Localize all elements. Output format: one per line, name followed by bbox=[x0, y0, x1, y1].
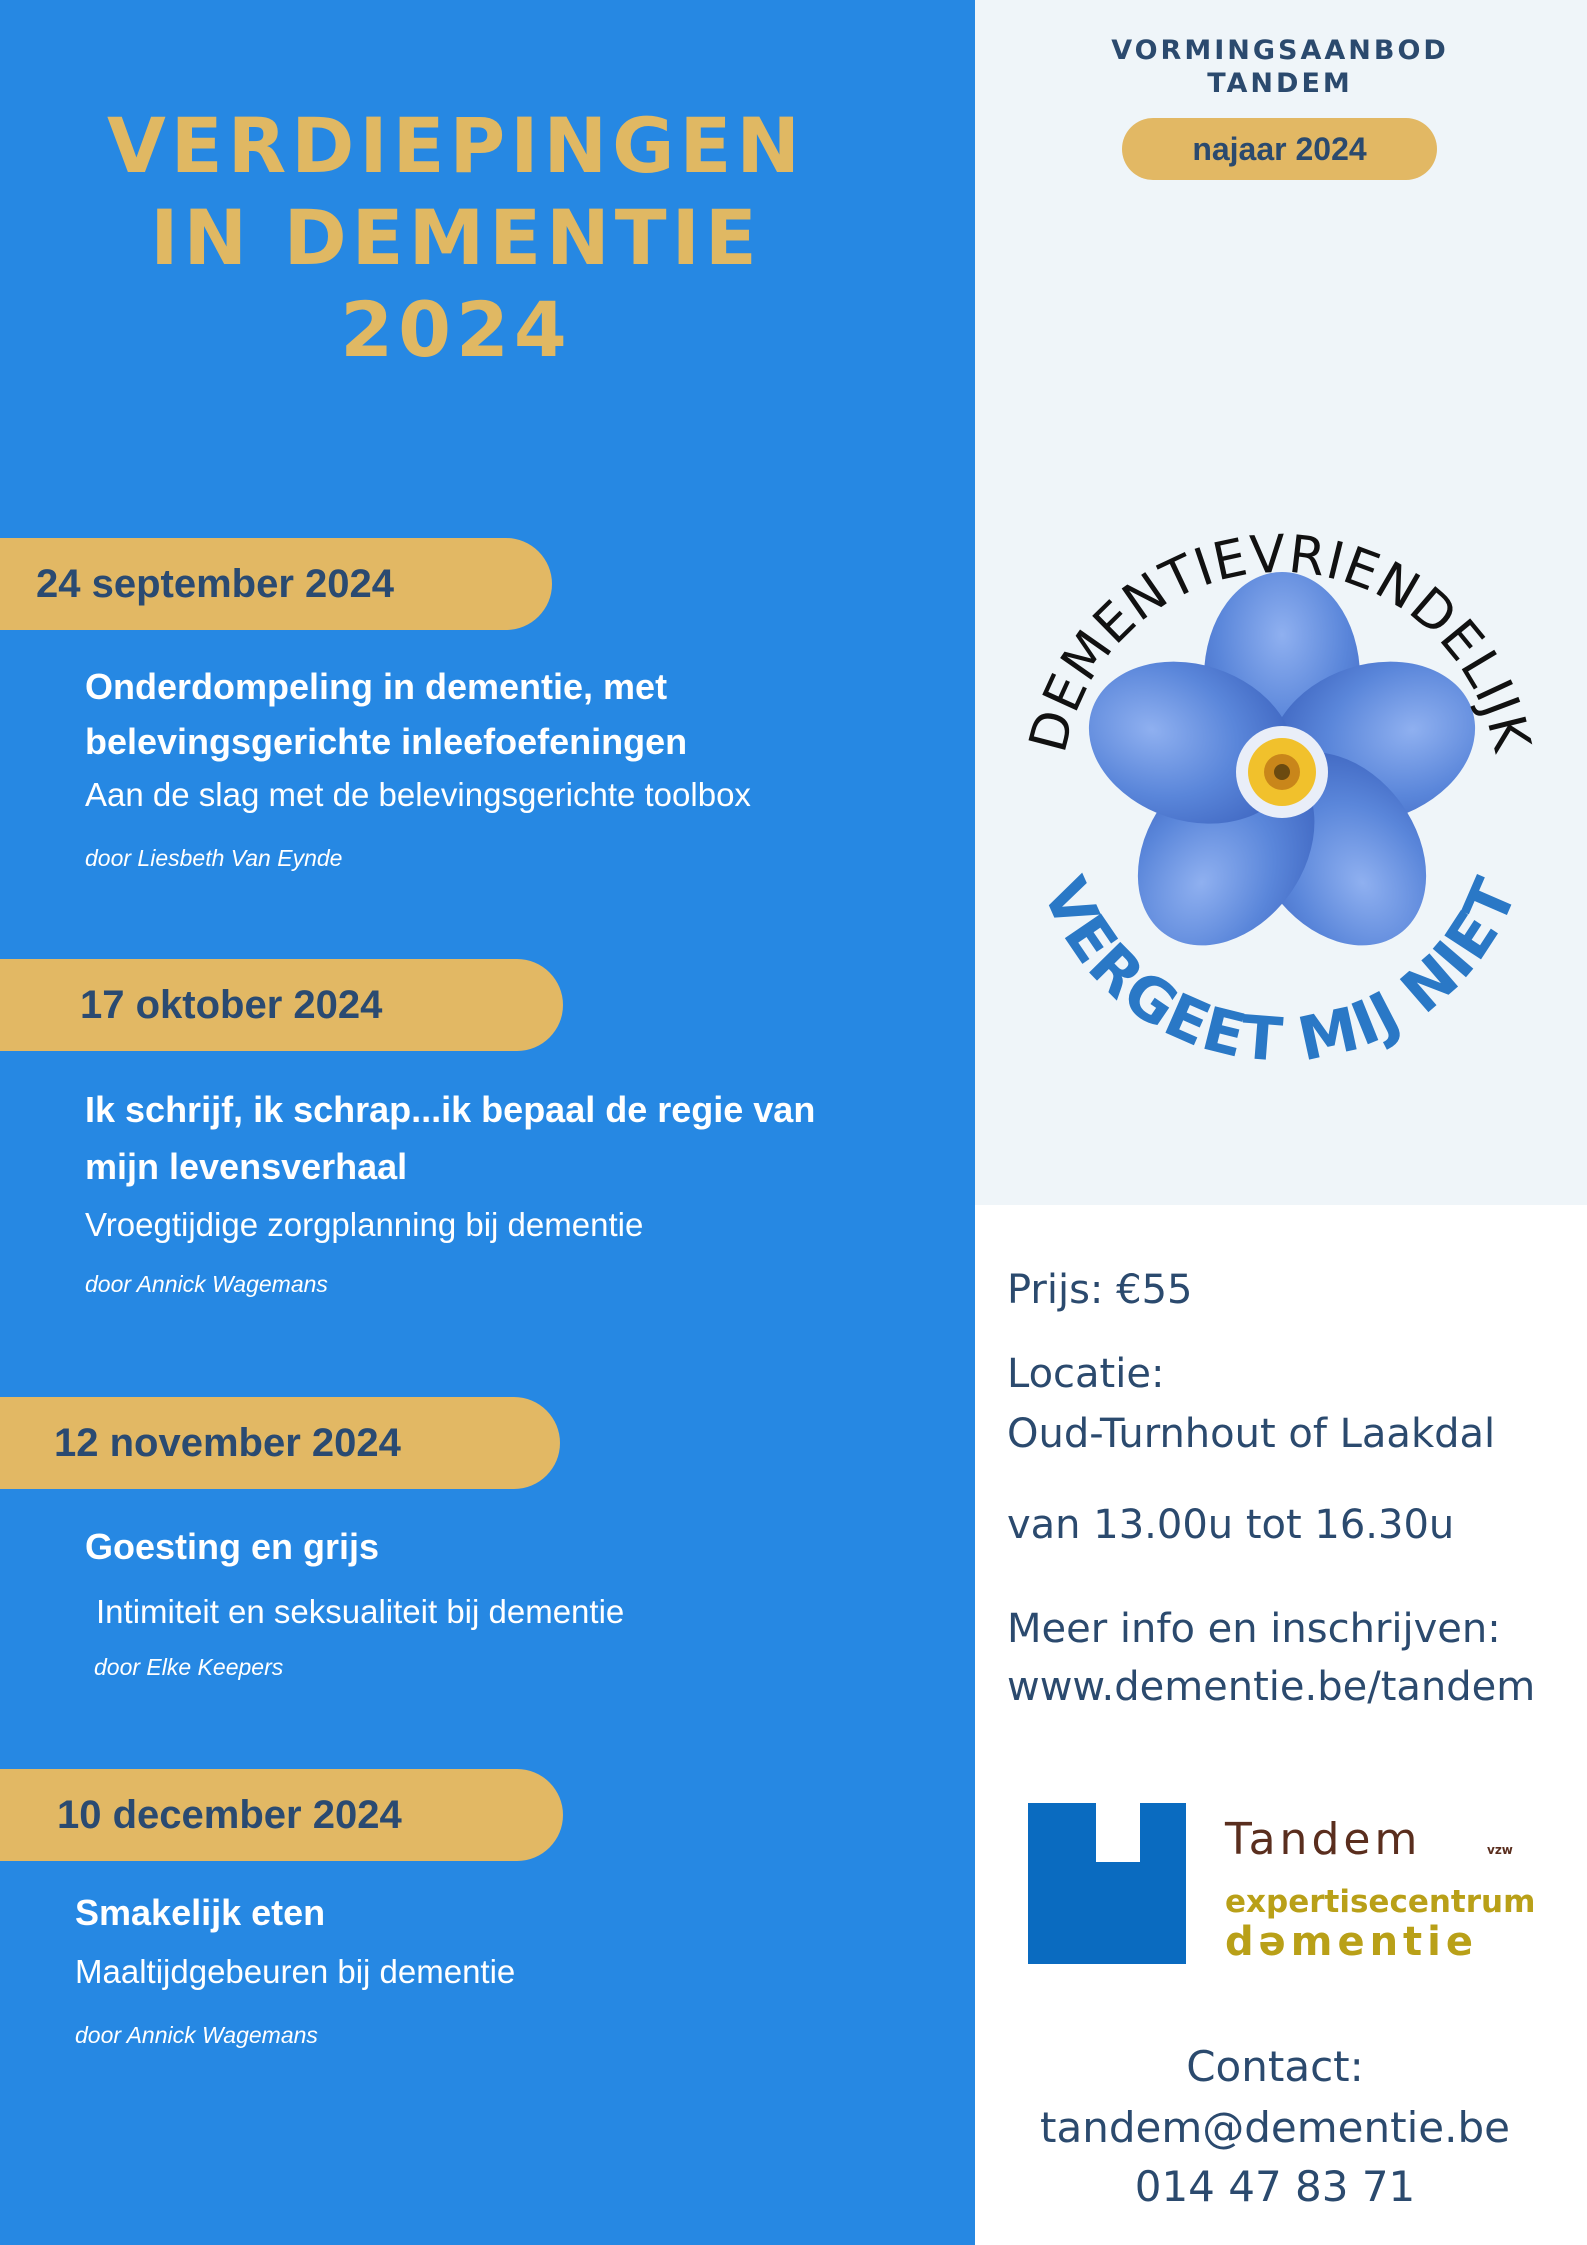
event-speaker-4: door Annick Wagemans bbox=[75, 2022, 318, 2048]
event-subtitle-4: Maaltijdgebeuren bij dementie bbox=[75, 1953, 516, 1990]
title-line-2: IN DEMENTIE bbox=[150, 193, 762, 282]
event-date-1: 24 september 2024 bbox=[0, 538, 552, 630]
event-title-1-line-1: Onderdompeling in dementie, met bbox=[85, 666, 668, 707]
tandem-logo-line-2: dəmentie bbox=[1225, 1919, 1479, 1965]
tandem-logo-mark bbox=[1028, 1803, 1186, 1964]
contact-phone[interactable]: 014 47 83 71 bbox=[1134, 2162, 1416, 2211]
event-speaker-3: door Elke Keepers bbox=[94, 1654, 284, 1680]
event-date-2: 17 oktober 2024 bbox=[0, 959, 563, 1051]
time-text: van 13.00u tot 16.30u bbox=[1007, 1502, 1455, 1548]
training-offer-line-2: TANDEM bbox=[1207, 68, 1353, 99]
title-line-3: 2024 bbox=[340, 285, 572, 374]
forget-me-not-emblem bbox=[990, 500, 1570, 1080]
page-title bbox=[0, 100, 912, 376]
event-title-2-line-2: mijn levensverhaal bbox=[85, 1146, 408, 1187]
contact-email[interactable]: tandem@dementie.be bbox=[1040, 2103, 1510, 2152]
location-value: Oud-Turnhout of Laakdal bbox=[1007, 1411, 1496, 1457]
tandem-logo bbox=[1025, 1800, 1545, 1970]
contact-label: Contact: bbox=[1186, 2042, 1364, 2091]
event-speaker-1: door Liesbeth Van Eynde bbox=[85, 845, 343, 871]
emblem-top-text-path: DEMENTIEVRIENDELIJK bbox=[1018, 524, 1542, 759]
tandem-logo-name: Tandem bbox=[1225, 1814, 1422, 1865]
event-speaker-2: door Annick Wagemans bbox=[85, 1271, 328, 1297]
event-subtitle-1: Aan de slag met de belevingsgerichte toolbox bbox=[85, 776, 751, 813]
price-text: Prijs: €55 bbox=[1007, 1267, 1193, 1313]
event-date-3: 12 november 2024 bbox=[0, 1397, 560, 1489]
event-title-2-line-1: Ik schrijf, ik schrap...ik bepaal de regie van bbox=[85, 1089, 816, 1130]
event-title-4: Smakelijk eten bbox=[75, 1892, 326, 1933]
event-title-1-line-2: belevingsgerichte inleefoefeningen bbox=[85, 721, 688, 762]
event-subtitle-2: Vroegtijdige zorgplanning bij dementie bbox=[85, 1206, 644, 1243]
event-title-3: Goesting en grijs bbox=[85, 1526, 380, 1567]
emblem-bottom-text-path: VERGEET MIJ NIET bbox=[1028, 867, 1532, 1076]
training-offer-line-1: VORMINGSAANBOD bbox=[1111, 35, 1449, 66]
title-line-1: VERDIEPINGEN bbox=[106, 101, 806, 190]
training-offer-heading bbox=[1060, 34, 1500, 100]
website-link[interactable]: www.dementie.be/tandem bbox=[1007, 1664, 1536, 1710]
location-label: Locatie: bbox=[1007, 1351, 1165, 1397]
event-date-4: 10 december 2024 bbox=[0, 1769, 563, 1861]
tandem-logo-vzw: vzw bbox=[1487, 1843, 1513, 1857]
tandem-logo-line-1: expertisecentrum bbox=[1225, 1884, 1536, 1920]
event-subtitle-3: Intimiteit en seksualiteit bij dementie bbox=[96, 1593, 625, 1630]
more-info-text: Meer info en inschrijven: bbox=[1007, 1606, 1501, 1652]
season-badge: najaar 2024 bbox=[1122, 118, 1437, 180]
